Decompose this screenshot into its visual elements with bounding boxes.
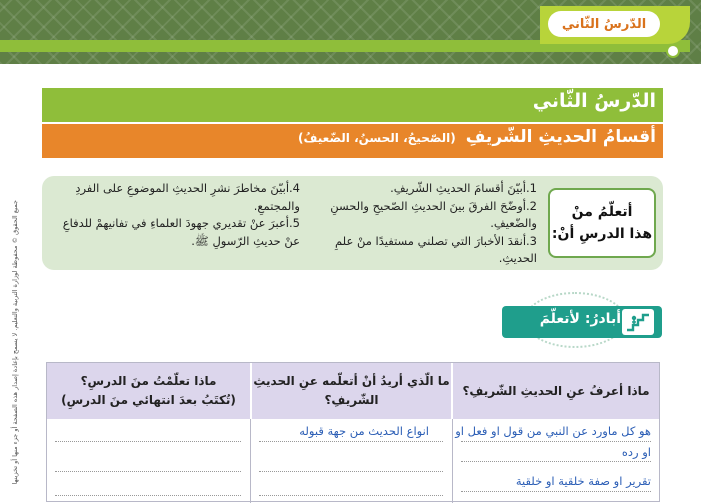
kwl-header-want-line2: الشّريفِ؟ — [324, 393, 379, 407]
kwl-column-divider-2 — [250, 419, 251, 503]
kwl-header-know — [453, 363, 659, 419]
objective-item-5: 5.أعبرَ عنْ تقديري جهودَ العلماءِ في تفانيهمْ للدفاعِ عنْ حديثِ الرّسولِ ﷺ. — [62, 216, 300, 248]
stairs-icon — [622, 309, 654, 335]
want-answer-line-2 — [259, 471, 443, 472]
know-answer-2[interactable]: او رده — [621, 445, 651, 459]
kwl-header-want — [251, 363, 452, 419]
want-answer-1[interactable]: انواع الحديث من جهة قبوله — [299, 424, 429, 438]
lesson-main-title — [298, 127, 656, 147]
objectives-column-left — [50, 180, 300, 250]
kwl-table — [46, 362, 660, 502]
want-answer-line-1 — [259, 441, 443, 442]
header-tab-dot — [666, 44, 680, 58]
lesson-subtitle: (الصّحيحُ، الحسنُ، الضّعيفُ) — [298, 131, 456, 145]
kwl-header-learned-line2: (تُكتَبُ بعدَ انتهائي منَ الدرسِ) — [61, 393, 236, 407]
header-tab-label: الدّرسُ الثّاني — [548, 11, 660, 37]
start-learning-label: أبادرُ: لأتعلّمَ — [539, 311, 621, 327]
objective-item-4: 4.أبيّنَ مخاطرَ نشرِ الحديثِ الموضوعِ على الفردِ والمجتمعِ. — [75, 181, 300, 213]
know-answer-line-1 — [461, 441, 651, 442]
objectives-label-box — [548, 188, 656, 258]
know-answer-1[interactable]: هو كل ماورد عن النبي من قول او فعل او — [455, 424, 651, 438]
kwl-header-want-line1: ما الّذي أريدُ أنْ أتعلّمه عنِ الحديثِ — [253, 374, 450, 388]
want-answer-line-3 — [259, 495, 443, 496]
kwl-column-divider-1 — [452, 419, 453, 503]
lesson-number-title: الدّرسُ الثّاني — [532, 90, 656, 112]
objective-item-1: 1.أبيّنَ أقسامَ الحديثِ الشّريفِ. — [390, 181, 537, 195]
know-answer-3[interactable]: تقرير او صفة خلقية او خلقية — [515, 474, 651, 488]
objectives-label-line2: هذا الدرسِ أنْ: — [551, 226, 653, 242]
learned-answer-line-2[interactable] — [55, 471, 241, 472]
know-answer-line-2 — [461, 461, 651, 462]
know-answer-line-3 — [461, 491, 651, 492]
copyright-text: جميع الحقوق © محفوظة لوزارة التربية والتعليم. لا يسمح بإعادة إصدار هذه الصفحة أو جزء منها أو تخزينها — [11, 200, 19, 485]
lesson-main-title-text: أقسامُ الحديثِ الشّريفِ — [465, 127, 656, 147]
kwl-header-learned — [47, 363, 250, 419]
learned-answer-line-3[interactable] — [55, 495, 241, 496]
objective-item-3: 3.أنقدَ الأخبارَ التي تصلني مستفيدًا منْ علمِ الحديثِ. — [335, 233, 537, 265]
copyright-sidebar — [0, 200, 19, 500]
kwl-header-learned-line1: ماذا تعلّمْتُ منَ الدرسِ؟ — [80, 374, 217, 388]
objective-item-2: 2.أوضّحَ الفرقَ بينَ الحديثِ الصّحيحِ والحسنِ والضّعيفِ. — [330, 198, 537, 230]
kwl-header-know-line1: ماذا أعرفُ عنِ الحديثِ الشّريفِ؟ — [462, 383, 650, 398]
objectives-label-line1: أتعلّمُ منْ — [571, 204, 633, 220]
learned-answer-line-1[interactable] — [55, 441, 241, 442]
objectives-column-right — [305, 180, 537, 268]
